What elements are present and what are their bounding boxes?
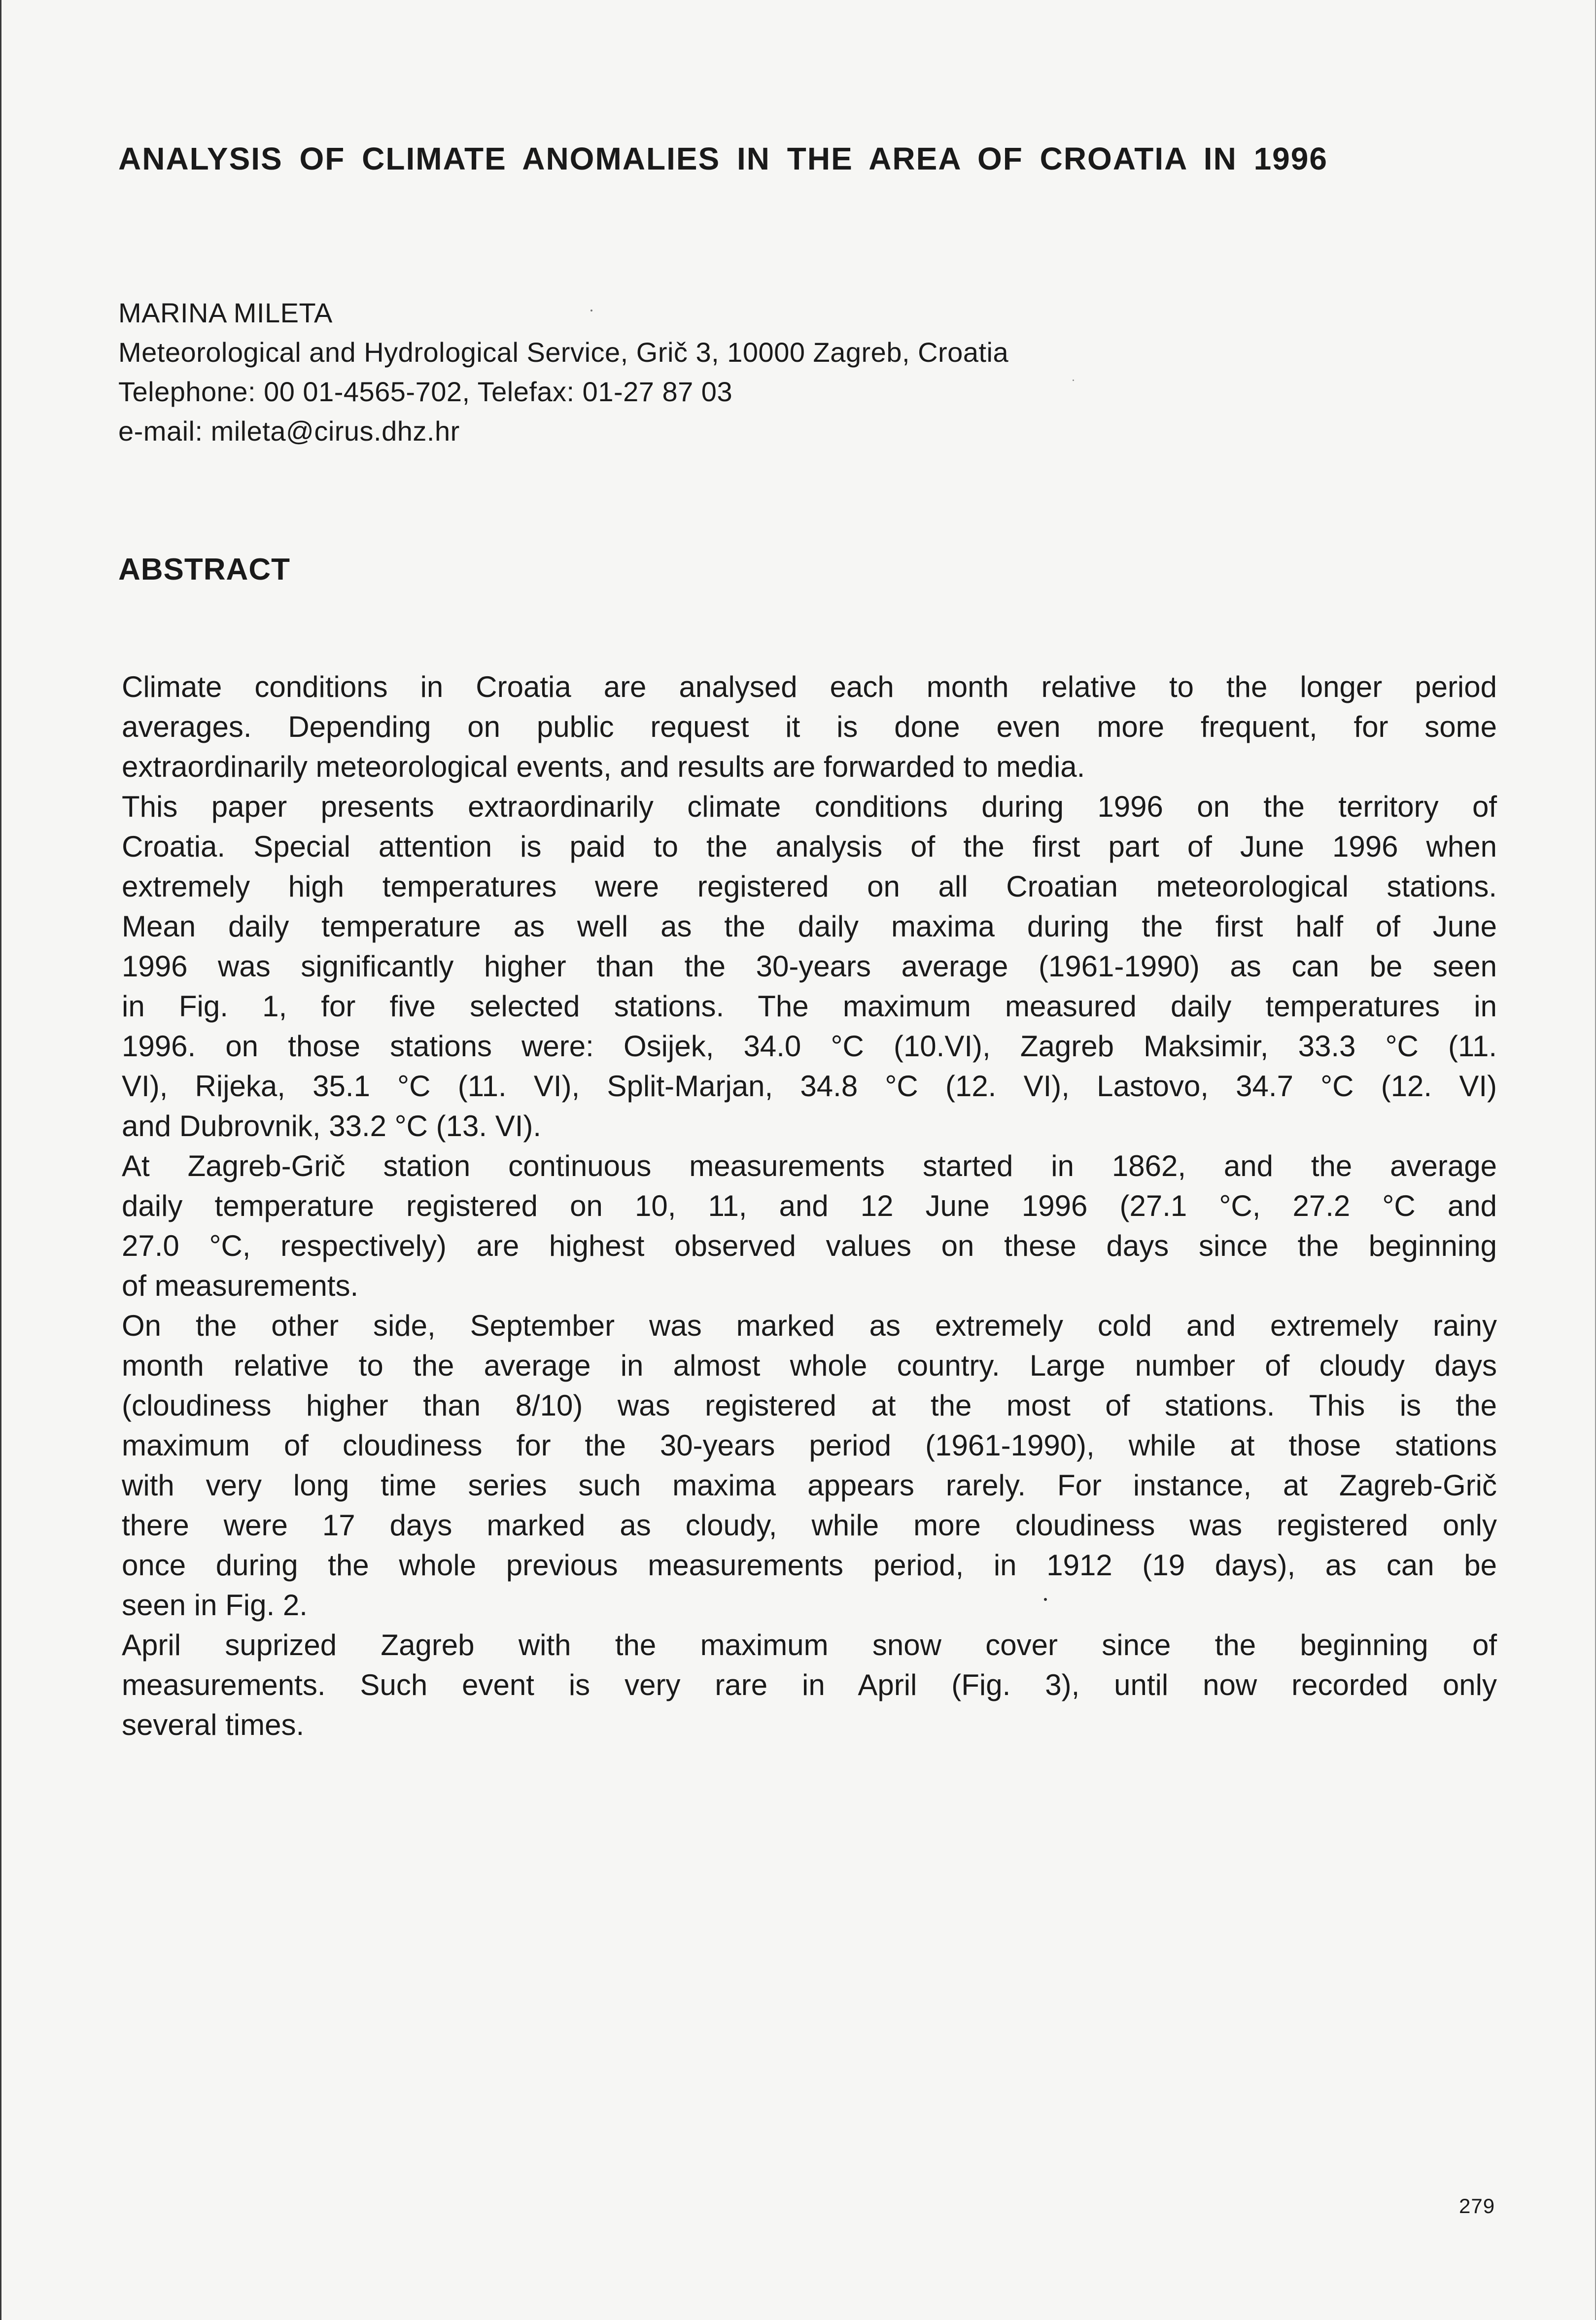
- text-line: 27.0 °C, respectively) are highest observed values on these days since the beginning: [122, 1229, 1497, 1262]
- abstract-paragraph: [122, 1146, 1497, 1306]
- text-line: April suprized Zagreb with the maximum snow cover since the beginning of: [122, 1628, 1497, 1662]
- author-affiliation: Meteorological and Hydrological Service, Grič 3, 10000 Zagreb, Croatia: [118, 337, 1009, 368]
- text-line: with very long time series such maxima appears rarely. For instance, at Zagreb-Grič: [122, 1469, 1497, 1502]
- text-line: measurements. Such event is very rare in April (Fig. 3), until now recorded only: [122, 1668, 1497, 1701]
- text-line: (cloudiness higher than 8/10) was registered at the most of stations. This is the: [122, 1389, 1497, 1422]
- abstract-paragraph: [122, 787, 1497, 1146]
- text-line: and Dubrovnik, 33.2 °C (13. VI).: [122, 1109, 542, 1143]
- text-line: On the other side, September was marked as extremely cold and extremely rainy: [122, 1309, 1497, 1342]
- abstract-body: [122, 667, 1497, 1745]
- text-line: there were 17 days marked as cloudy, while more cloudiness was registered only: [122, 1509, 1497, 1542]
- text-line: several times.: [122, 1708, 305, 1741]
- scan-speck: [590, 310, 592, 312]
- text-line: 1996 was significantly higher than the 30-years average (1961-1990) as can be seen: [122, 950, 1497, 983]
- text-line: At Zagreb-Grič station continuous measurements started in 1862, and the average: [122, 1149, 1497, 1182]
- abstract-heading: ABSTRACT: [118, 553, 290, 587]
- text-line: daily temperature registered on 10, 11, and 12 June 1996 (27.1 °C, 27.2 °C and: [122, 1189, 1497, 1222]
- author-email: e-mail: mileta@cirus.dhz.hr: [118, 416, 460, 447]
- author-name: MARINA MILETA: [118, 297, 333, 328]
- text-line: extraordinarily meteorological events, and results are forwarded to media.: [122, 750, 1085, 783]
- abstract-paragraph: [122, 1306, 1497, 1625]
- text-line: extremely high temperatures were registered on all Croatian meteorological stations.: [122, 870, 1497, 903]
- abstract-paragraph: [122, 667, 1497, 787]
- scan-speck: [1073, 380, 1074, 381]
- text-line: Mean daily temperature as well as the daily maxima during the first half of June: [122, 910, 1497, 943]
- author-phone: Telephone: 00 01-4565-702, Telefax: 01-27 87 03: [118, 376, 733, 407]
- text-line: month relative to the average in almost whole country. Large number of cloudy days: [122, 1349, 1497, 1382]
- author-block: [118, 293, 1400, 451]
- scan-speck: [1044, 1598, 1047, 1601]
- text-line: averages. Depending on public request it is done even more frequent, for some: [122, 710, 1497, 743]
- text-line: This paper presents extraordinarily climate conditions during 1996 on the territory of: [122, 790, 1497, 823]
- text-line: maximum of cloudiness for the 30-years period (1961-1990), while at those stations: [122, 1429, 1497, 1462]
- text-line: in Fig. 1, for five selected stations. The maximum measured daily temperatures in: [122, 990, 1497, 1023]
- text-line: Croatia. Special attention is paid to the analysis of the first part of June 1996 when: [122, 830, 1497, 863]
- text-line: seen in Fig. 2.: [122, 1589, 308, 1622]
- text-line: of measurements.: [122, 1269, 359, 1302]
- page-number: 279: [1459, 2194, 1495, 2217]
- paper-title: ANALYSIS OF CLIMATE ANOMALIES IN THE AREA OF CROATIA IN 1996: [118, 141, 1328, 176]
- text-line: Climate conditions in Croatia are analysed each month relative to the longer period: [122, 670, 1497, 703]
- text-line: once during the whole previous measurements period, in 1912 (19 days), as can be: [122, 1549, 1497, 1582]
- text-line: VI), Rijeka, 35.1 °C (11. VI), Split-Marjan, 34.8 °C (12. VI), Lastovo, 34.7 °C (12. VI): [122, 1070, 1497, 1103]
- page-edge-left: [0, 0, 1, 2320]
- abstract-paragraph: [122, 1625, 1497, 1745]
- text-line: 1996. on those stations were: Osijek, 34.0 °C (10.VI), Zagreb Maksimir, 33.3 °C (11.: [122, 1030, 1497, 1063]
